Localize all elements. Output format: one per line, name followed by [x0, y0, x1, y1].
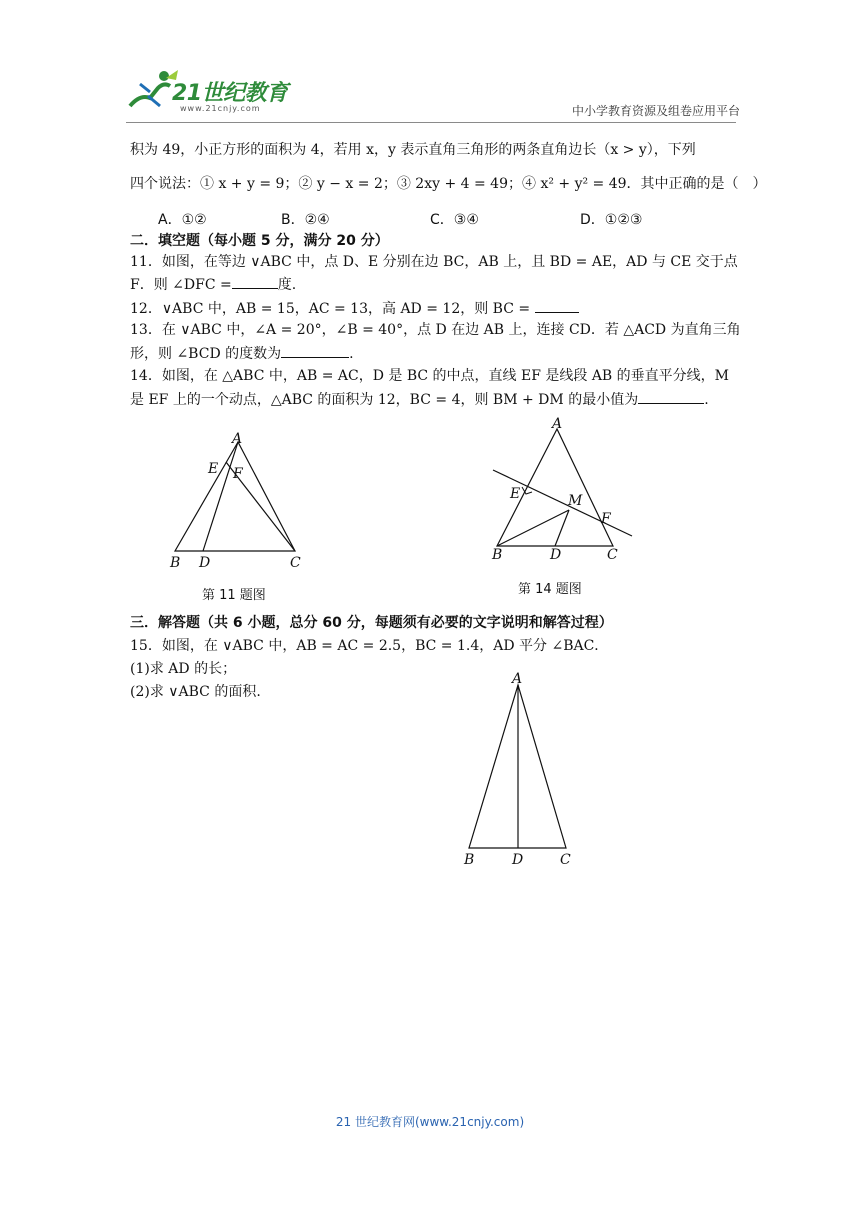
q14-line2 — [130, 389, 709, 410]
q14-answer-blank — [638, 389, 704, 404]
logo-text: 21世纪教育 — [172, 81, 288, 106]
q13-answer-blank — [281, 343, 349, 358]
platform-name: 中小学教育资源及组卷应用平台 — [571, 104, 740, 118]
fig11-label-c: C — [290, 555, 301, 571]
fig14-label-b: B — [492, 547, 503, 563]
q11-line1: 11．如图，在等边 ∨ABC 中，点 D、E 分别在边 BC，AB 上，且 BD = AE，AD 与 CE 交于点 — [130, 254, 738, 270]
fig15-label-b: B — [464, 852, 475, 868]
fig11-segment-ad — [203, 442, 238, 551]
fig14-caption: 第 14 题图 — [518, 582, 582, 597]
fig11-label-e: E — [208, 461, 219, 477]
figure-15 — [455, 665, 585, 870]
fig14-label-m: M — [568, 493, 583, 509]
fig11-label-a: A — [232, 431, 243, 447]
fig15-label-d: D — [512, 852, 524, 868]
q13-line2-end: . — [349, 346, 354, 362]
q12-line — [130, 298, 579, 319]
q11-line2-unit: 度. — [277, 277, 297, 293]
fig11-label-f: F — [233, 466, 243, 482]
fig14-label-f: F — [601, 511, 611, 527]
fig15-label-c: C — [560, 852, 571, 868]
q10-option-c: C．③④ — [430, 212, 479, 228]
page-header — [120, 66, 740, 122]
q11-line2-text: F．则 ∠DFC = — [130, 277, 232, 293]
q10-line2: 四个说法：① x + y = 9；② y − x = 2；③ 2xy + 4 = 49；④ x² + y² = 49．其中正确的是（ ） — [130, 176, 767, 192]
q10-option-b: B．②④ — [281, 212, 330, 228]
fig11-caption: 第 11 题图 — [202, 588, 266, 603]
q11-answer-blank — [232, 274, 278, 289]
fig11-triangle-abc — [175, 442, 295, 551]
fig14-label-d: D — [550, 547, 562, 563]
fig14-label-c: C — [607, 547, 618, 563]
header-divider — [126, 122, 736, 123]
q12-text: 12．∨ABC 中，AB = 15，AC = 13，高 AD = 12，则 BC = — [130, 301, 531, 317]
q13-line2 — [130, 343, 354, 364]
q12-answer-blank — [535, 298, 579, 313]
footer-source: 21 世纪教育网(www.21cnjy.com) — [335, 1115, 525, 1129]
q10-option-d: D．①②③ — [580, 212, 643, 228]
q11-line2 — [130, 274, 296, 295]
q10-option-a: A．①② — [158, 212, 207, 228]
q15-part2: (2)求 ∨ABC 的面积. — [130, 684, 261, 700]
fig14-segment-bm — [497, 510, 569, 546]
q15-part1: (1)求 AD 的长； — [130, 661, 237, 677]
q14-line2-text: 是 EF 上的一个动点，△ABC 的面积为 12，BC = 4，则 BM + DM 的最小值为 — [130, 392, 639, 408]
fig15-label-a: A — [512, 671, 523, 687]
fig11-label-d: D — [199, 555, 211, 571]
q10-line1: 积为 49，小正方形的面积为 4，若用 x，y 表示直角三角形的两条直角边长（x > y），下列 — [130, 142, 696, 158]
q15-line1: 15．如图，在 ∨ABC 中，AB = AC = 2.5，BC = 1.4，AD 平分 ∠BAC． — [130, 638, 609, 654]
q14-line2-end: . — [704, 392, 709, 408]
q13-line2-text: 形，则 ∠BCD 的度数为 — [130, 346, 282, 362]
fig14-label-e: E — [510, 486, 521, 502]
figure-11 — [165, 425, 315, 575]
logo-url: www.21cnjy.com — [180, 104, 261, 113]
fig11-label-b: B — [170, 555, 181, 571]
fig14-label-a: A — [552, 416, 563, 432]
q13-line1: 13．在 ∨ABC 中，∠A = 20°，∠B = 40°，点 D 在边 AB 上，连接 CD．若 △ACD 为直角三角 — [130, 322, 741, 338]
section2-title: 二．填空题（每小题 5 分，满分 20 分） — [130, 233, 389, 249]
figure-14 — [485, 415, 640, 565]
section3-title: 三．解答题（共 6 小题，总分 60 分，每题须有必要的文字说明和解答过程） — [130, 615, 613, 631]
q14-line1: 14．如图，在 △ABC 中，AB = AC，D 是 BC 的中点，直线 EF 是线段 AB 的垂直平分线，M — [130, 368, 730, 384]
